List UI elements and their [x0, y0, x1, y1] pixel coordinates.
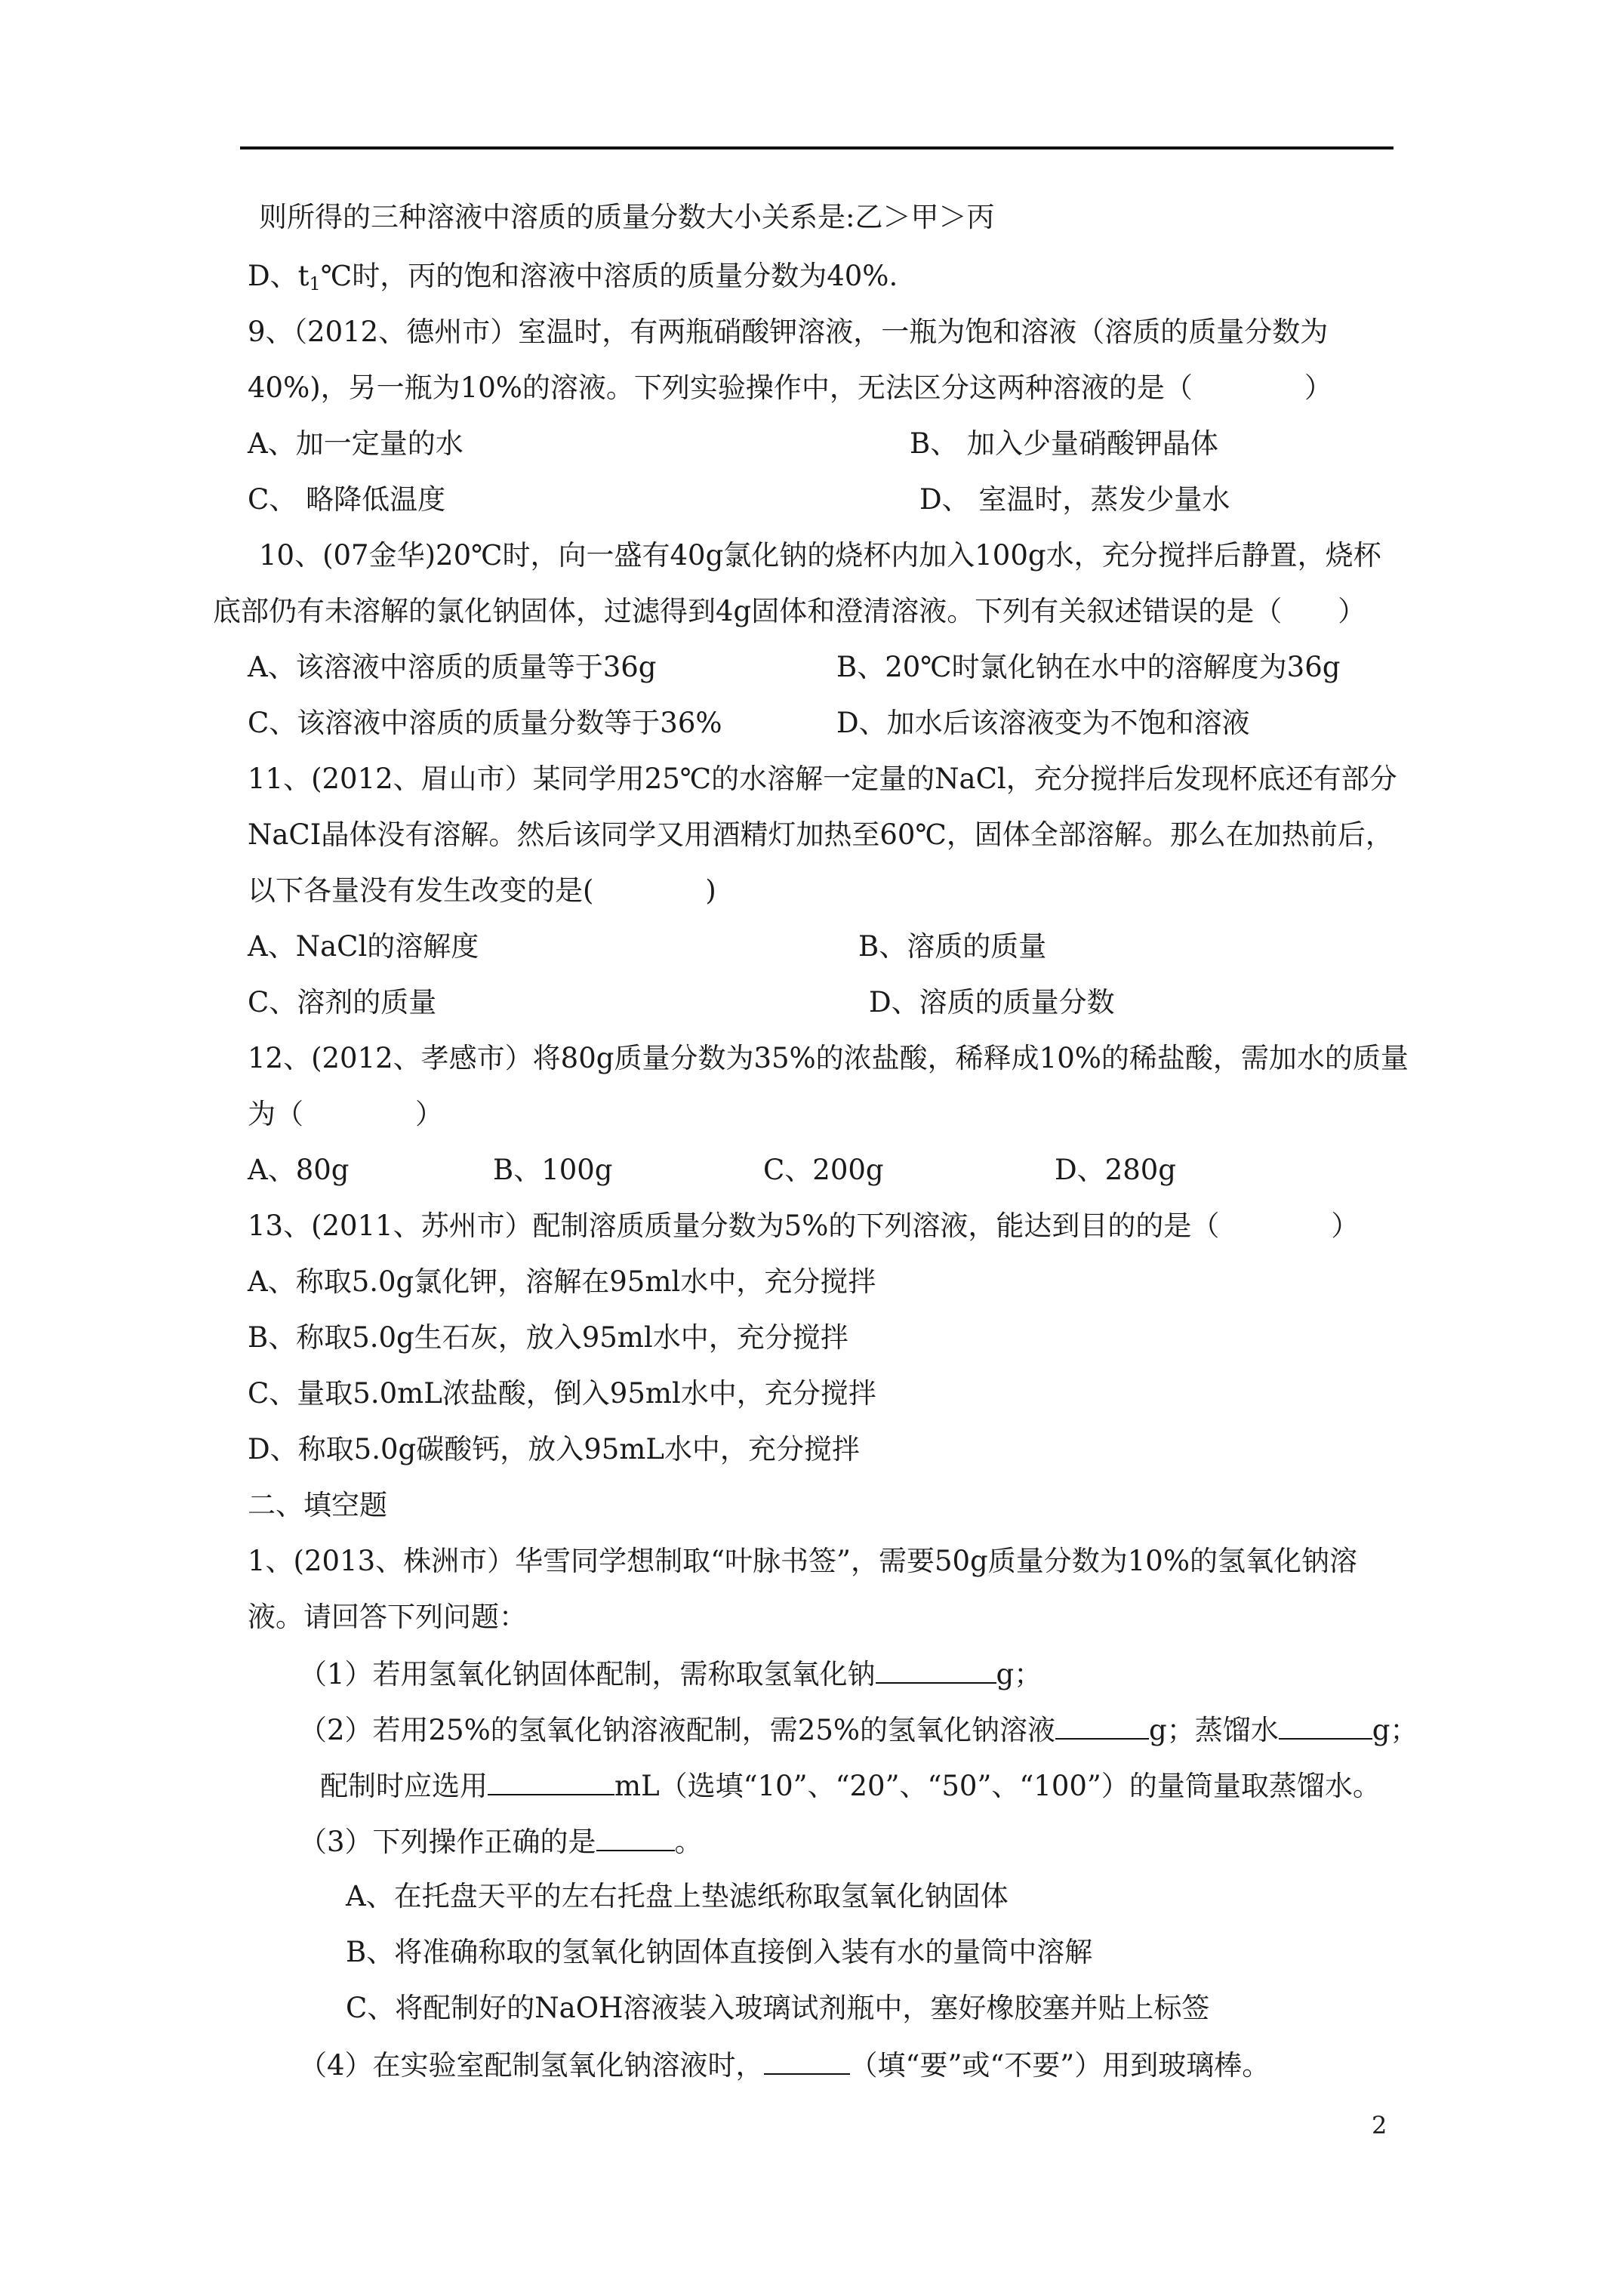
- option-c: C、200g: [763, 1154, 884, 1186]
- question-12-stem: 12、(2012、孝感市）将80g质量分数为35%的浓盐酸，稀释成10%的稀盐酸，需加水的质量: [248, 1042, 1409, 1074]
- question-11-stem: NaCI晶体没有溶解。然后该同学又用酒精灯加热至60℃，固体全部溶解。那么在加热前后，: [248, 818, 1394, 851]
- text-run: ℃时，丙的饱和溶液中溶质的质量分数为40%.: [320, 260, 898, 292]
- option-b: B、 加入少量硝酸钾晶体: [910, 427, 1218, 460]
- question-10-stem: 10、(07金华)20℃时，向一盛有40g氯化钠的烧杯内加入100g水，充分搅拌后静置，烧杯: [259, 539, 1381, 572]
- question-9-stem: 40%)，另一瓶为10%的溶液。下列实验操作中，无法区分这两种溶液的是（ ）: [248, 371, 1332, 404]
- text-run: g；: [1372, 1714, 1418, 1746]
- sub-question-4: [299, 2046, 1270, 2084]
- text-run: 。: [674, 1826, 703, 1858]
- answer-blank[interactable]: [488, 1767, 614, 1795]
- question-11-stem: 以下各量没有发生改变的是( ): [248, 874, 716, 907]
- question-9-stem: 9、（2012、德州市）室温时，有两瓶硝酸钾溶液，一瓶为饱和溶液（溶质的质量分数为: [248, 316, 1329, 348]
- question-11-stem: 11、(2012、眉山市）某同学用25℃的水溶解一定量的NaCl，充分搅拌后发现杯底还有部分: [248, 763, 1397, 795]
- text-run: （3）下列操作正确的是: [299, 1826, 596, 1858]
- option-b: B、20℃时氯化钠在水中的溶解度为36g: [836, 651, 1341, 683]
- option-d: D、加水后该溶液变为不饱和溶液: [836, 707, 1250, 739]
- option-a: A、80g: [248, 1154, 350, 1186]
- option-d: D、溶质的质量分数: [869, 986, 1115, 1019]
- option-c: C、该溶液中溶质的质量分数等于36%: [248, 707, 722, 739]
- option-a: A、NaCl的溶解度: [248, 930, 479, 963]
- text-run: （4）在实验室配制氢氧化钠溶液时，: [299, 2049, 764, 2082]
- text-run: g；: [996, 1658, 1042, 1690]
- sub-question-3: [299, 1823, 703, 1860]
- text-run: 配制时应选用: [320, 1770, 488, 1802]
- option-a: A、在托盘天平的左右托盘上垫滤纸称取氢氧化钠固体: [346, 1880, 1009, 1912]
- text-run: （1）若用氢氧化钠固体配制，需称取氢氧化钠: [299, 1658, 876, 1690]
- option-c: C、溶剂的质量: [248, 986, 437, 1019]
- answer-blank[interactable]: [1055, 1711, 1149, 1740]
- text-run: g；蒸馏水: [1149, 1714, 1279, 1746]
- text-run: （填“要”或“不要”）用到玻璃棒。: [849, 2049, 1270, 2082]
- text-run: D、t: [248, 260, 310, 292]
- option-b: B、100g: [493, 1154, 613, 1186]
- page-number: 2: [1372, 2111, 1387, 2140]
- text-line: 则所得的三种溶液中溶质的质量分数大小关系是:乙＞甲＞丙: [259, 201, 995, 233]
- text-line: [248, 258, 898, 302]
- option-c: C、量取5.0mL浓盐酸，倒入95ml水中，充分搅拌: [248, 1377, 876, 1410]
- subscript: 1: [309, 273, 321, 294]
- answer-blank[interactable]: [1279, 1711, 1372, 1740]
- option-d: D、280g: [1055, 1154, 1176, 1186]
- option-b: B、将准确称取的氢氧化钠固体直接倒入装有水的量筒中溶解: [346, 1936, 1093, 1968]
- option-d: D、称取5.0g碳酸钙，放入95mL水中，充分搅拌: [248, 1433, 860, 1465]
- question-13-stem: 13、(2011、苏州市）配制溶质质量分数为5%的下列溶液，能达到目的的是（ ）: [248, 1210, 1360, 1242]
- sub-question-2-continued: [320, 1767, 1381, 1804]
- section-heading: 二、填空题: [248, 1489, 387, 1521]
- question-12-stem: 为（ ）: [248, 1098, 443, 1130]
- option-a: A、称取5.0g氯化钾，溶解在95ml水中，充分搅拌: [248, 1265, 876, 1298]
- answer-blank[interactable]: [876, 1655, 996, 1684]
- option-a: A、加一定量的水: [248, 427, 463, 460]
- option-b: B、称取5.0g生石灰，放入95ml水中，充分搅拌: [248, 1321, 848, 1354]
- sub-question-2: [299, 1711, 1418, 1749]
- option-a: A、该溶液中溶质的质量等于36g: [248, 651, 657, 683]
- option-c: C、将配制好的NaOH溶液装入玻璃试剂瓶中，塞好橡胶塞并贴上标签: [346, 1992, 1210, 2024]
- fill-question-1-stem: 1、(2013、株洲市）华雪同学想制取“叶脉书签”，需要50g质量分数为10%的氢氧化钠溶: [248, 1545, 1357, 1577]
- option-b: B、溶质的质量: [858, 930, 1047, 963]
- header-rule: [240, 146, 1394, 149]
- sub-question-1: [299, 1655, 1042, 1693]
- question-10-stem: 底部仍有未溶解的氯化钠固体，过滤得到4g固体和澄清溶液。下列有关叙述错误的是（ ）: [213, 595, 1366, 627]
- option-c: C、 略降低温度: [248, 483, 446, 516]
- answer-blank[interactable]: [764, 2046, 850, 2075]
- text-run: mL（选填“10”、“20”、“50”、“100”）的量筒量取蒸馏水。: [614, 1770, 1381, 1802]
- fill-question-1-stem: 液。请回答下列问题：: [248, 1601, 527, 1633]
- text-run: （2）若用25%的氢氧化钠溶液配制，需25%的氢氧化钠溶液: [299, 1714, 1056, 1746]
- answer-blank[interactable]: [596, 1823, 675, 1851]
- option-d: D、 室温时，蒸发少量水: [919, 483, 1230, 516]
